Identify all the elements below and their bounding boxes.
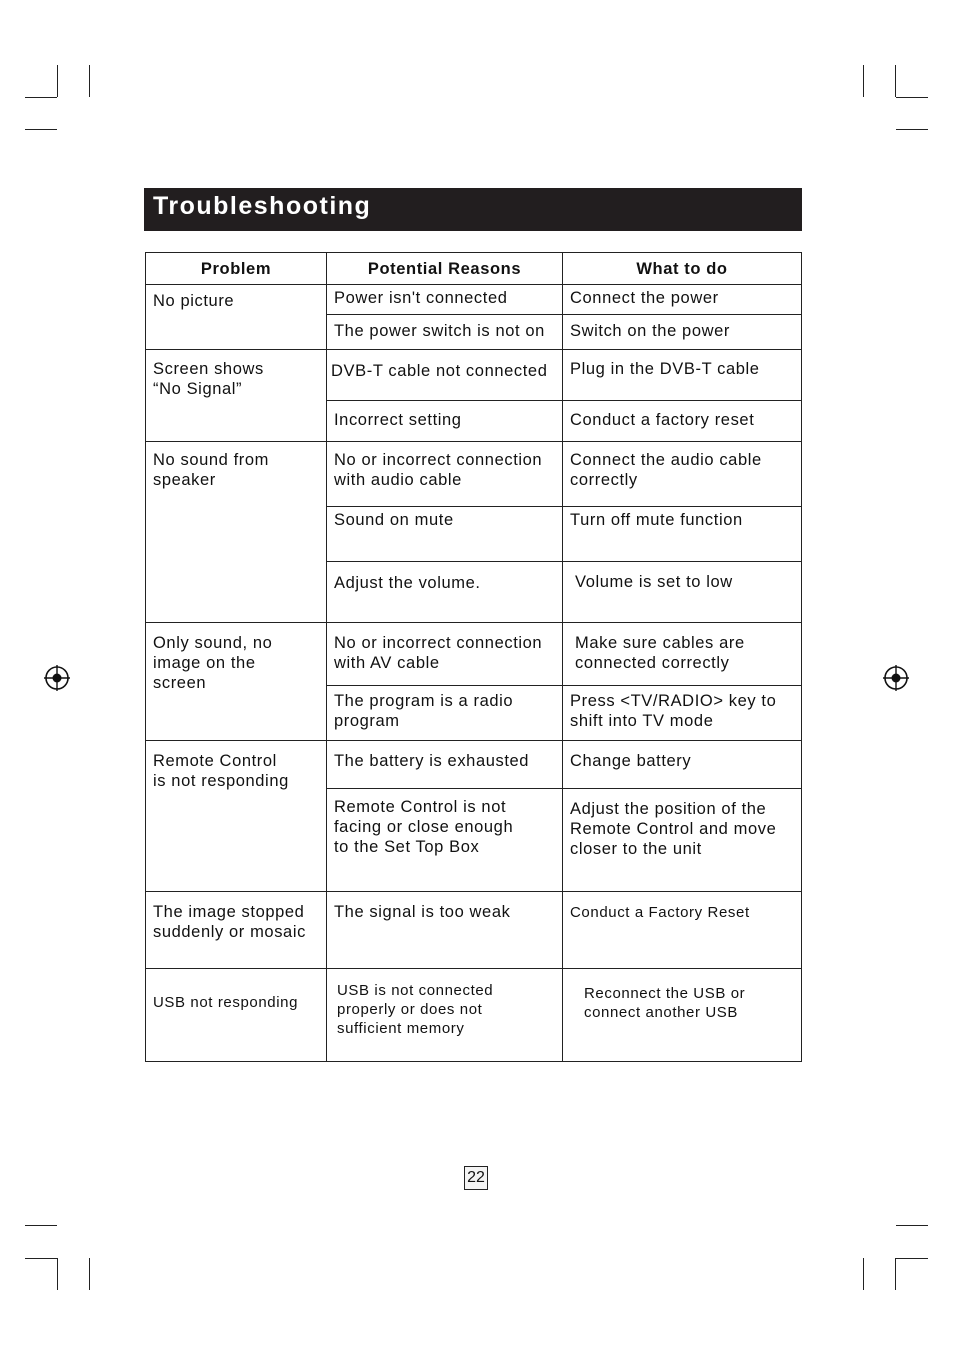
title-banner [144,188,802,231]
problem-cell: USB not responding [146,969,327,1062]
troubleshooting-table-container [145,252,801,1062]
reason-cell: The power switch is not on [327,315,563,350]
reason-cell: The signal is too weak [327,892,563,969]
action-cell: Plug in the DVB-T cable [563,350,802,401]
reason-cell: The program is a radio program [327,686,563,741]
crop-mark [896,1258,928,1259]
column-header-reasons: Potential Reasons [327,253,563,285]
page-number: 22 [464,1166,488,1190]
problem-cell: Only sound, no image on the screen [146,623,327,741]
crop-mark [89,65,90,97]
registration-target-icon [883,665,909,691]
crop-mark [25,97,57,98]
action-cell: Reconnect the USB or connect another USB [563,969,802,1062]
problem-cell: The image stopped suddenly or mosaic [146,892,327,969]
table-row [146,892,802,969]
reason-cell: Sound on mute [327,507,563,562]
table-row [146,285,802,315]
problem-cell: No picture [146,285,327,350]
crop-mark [896,97,928,98]
crop-mark [89,1258,90,1290]
problem-cell: No sound from speaker [146,442,327,623]
crop-mark [57,65,58,97]
crop-mark [25,129,57,130]
action-cell: Press <TV/RADIO> key to shift into TV mode [563,686,802,741]
action-cell: Turn off mute function [563,507,802,562]
reason-cell: Adjust the volume. [327,562,563,623]
page-title: Troubleshooting [153,192,372,220]
problem-cell: Screen shows “No Signal” [146,350,327,442]
reason-cell: Power isn't connected [327,285,563,315]
table-header-row [146,253,802,285]
action-cell: Connect the power [563,285,802,315]
reason-cell: DVB-T cable not connected [327,350,563,401]
table-row [146,442,802,507]
problem-cell: Remote Control is not responding [146,741,327,892]
reason-cell: USB is not connected properly or does not sufficient memory [327,969,563,1062]
action-cell: Switch on the power [563,315,802,350]
registration-target-icon [44,665,70,691]
table-row [146,969,802,1062]
crop-mark [896,129,928,130]
action-cell: Conduct a factory reset [563,401,802,442]
table-row [146,741,802,789]
reason-cell: Incorrect setting [327,401,563,442]
crop-mark [863,65,864,97]
column-header-problem: Problem [146,253,327,285]
column-header-action: What to do [563,253,802,285]
crop-mark [863,1258,864,1290]
crop-mark [57,1258,58,1290]
action-cell: Conduct a Factory Reset [563,892,802,969]
crop-mark [895,65,896,97]
reason-cell: No or incorrect connection with AV cable [327,623,563,686]
action-cell: Adjust the position of the Remote Control and move closer to the unit [563,789,802,892]
action-cell: Make sure cables are connected correctly [563,623,802,686]
table-row [146,623,802,686]
action-cell: Connect the audio cable correctly [563,442,802,507]
reason-cell: The battery is exhausted [327,741,563,789]
table-row [146,350,802,401]
crop-mark [25,1258,57,1259]
troubleshooting-table [145,252,802,1062]
crop-mark [896,1225,928,1226]
action-cell: Volume is set to low [563,562,802,623]
crop-mark [25,1225,57,1226]
crop-mark [895,1258,896,1290]
action-cell: Change battery [563,741,802,789]
reason-cell: No or incorrect connection with audio cable [327,442,563,507]
reason-cell: Remote Control is not facing or close enough to the Set Top Box [327,789,563,892]
